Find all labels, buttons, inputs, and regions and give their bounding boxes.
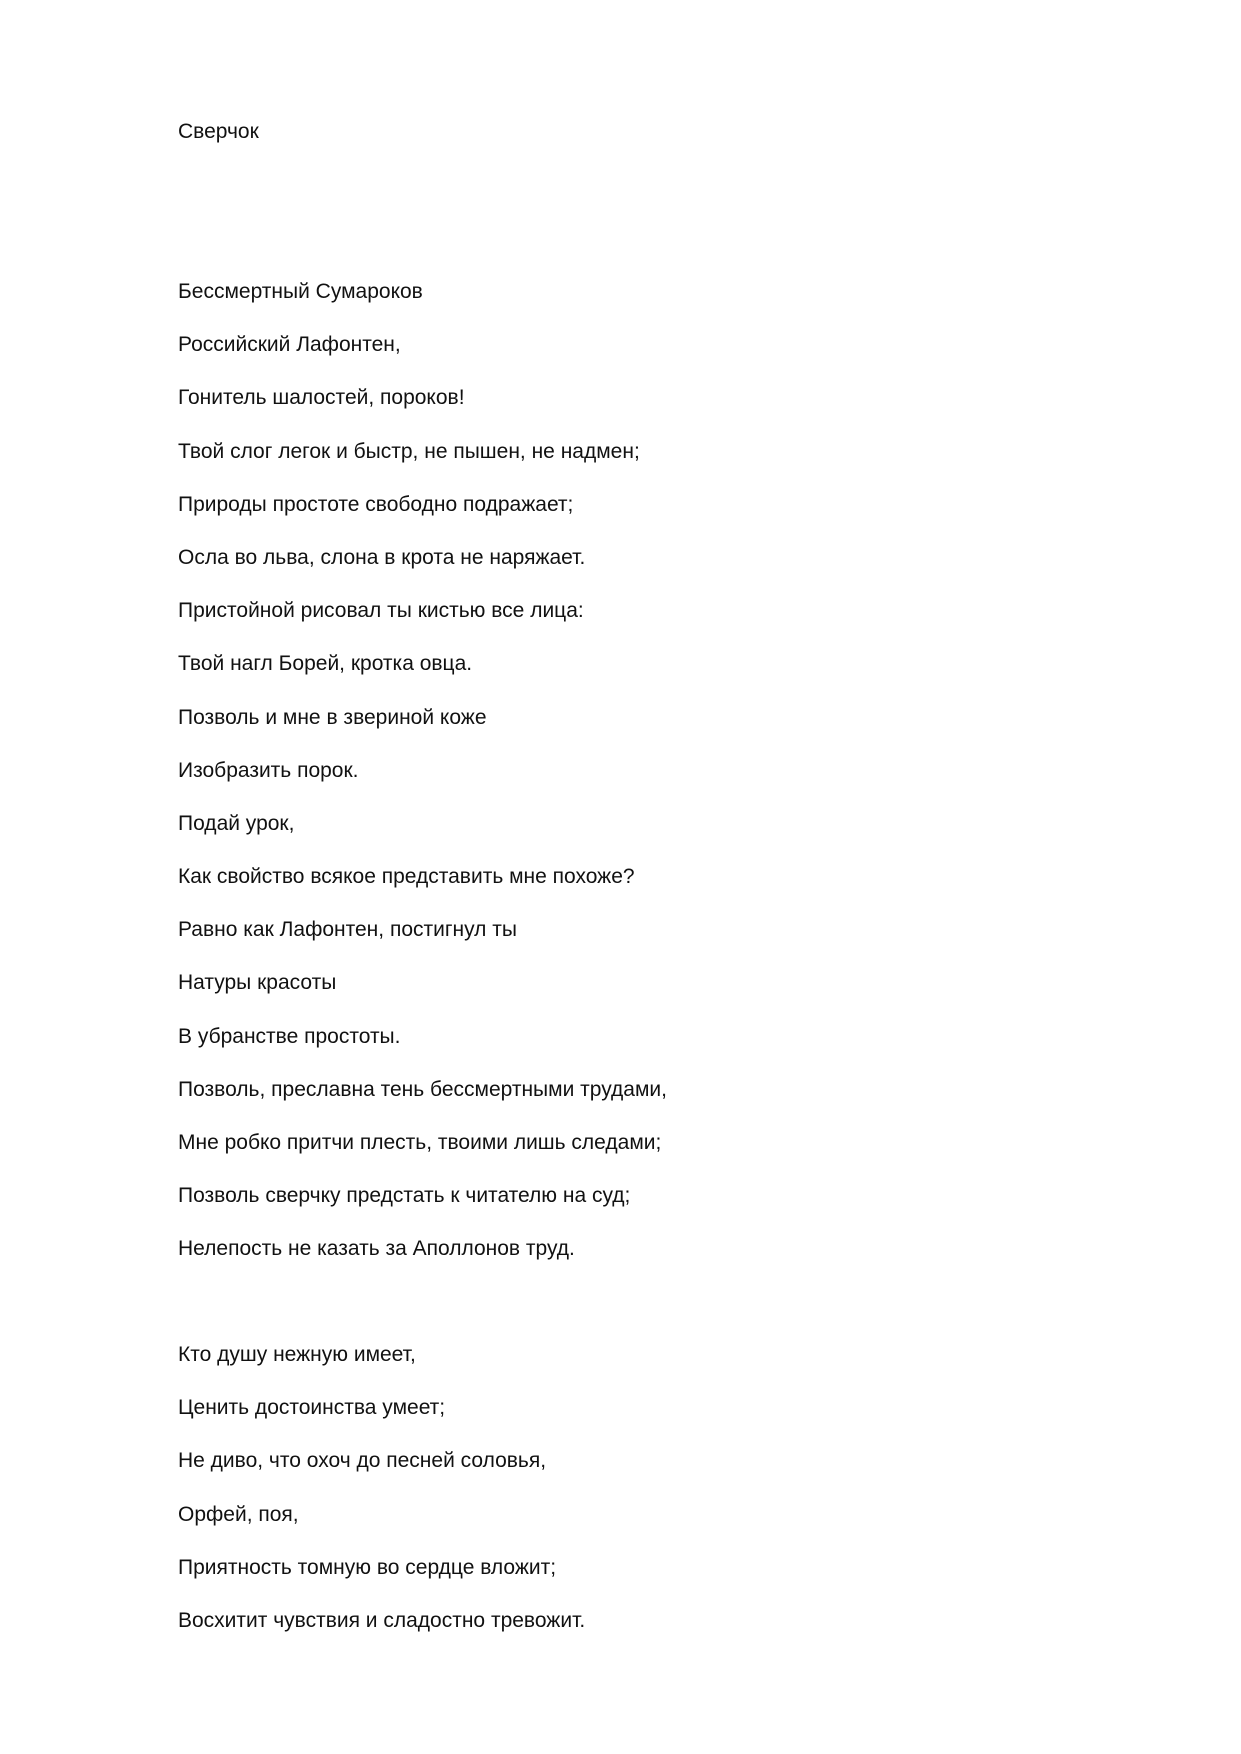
poem-line: Российский Лафонтен, [178, 333, 401, 357]
poem-line: В убранстве простоты. [178, 1024, 401, 1048]
poem-line: Твой слог легок и быстр, не пышен, не надмен; [178, 439, 640, 463]
poem-line: Подай урок, [178, 811, 295, 835]
poem-line: Мне робко притчи плесть, твоими лишь следами; [178, 1131, 662, 1154]
stanza-2 [178, 1341, 585, 1660]
poem-line: Изобразить порок. [178, 758, 359, 782]
poem-line: Твой нагл Борей, кротка овца. [178, 652, 473, 676]
poem-line: Природы простоте свободно подражает; [178, 492, 574, 516]
poem-line: Приятность томную во сердце вложит; [178, 1555, 557, 1579]
poem-line: Нелепость не казать за Аполлонов труд. [178, 1237, 575, 1261]
poem-title: Сверчок [178, 120, 259, 143]
poem-line: Кто душу нежную имеет, [178, 1343, 416, 1366]
poem-line: Позволь, преславна тень бессмертными трудами, [178, 1077, 667, 1101]
poem-line: Бессмертный Сумароков [178, 280, 423, 303]
poem-line: Гонитель шалостей, пороков! [178, 386, 465, 410]
poem-line: Восхитит чувствия и сладостно тревожит. [178, 1608, 586, 1632]
poem-line: Осла во льва, слона в крота не наряжает. [178, 545, 586, 569]
poem-line: Ценить достоинства умеет; [178, 1396, 446, 1420]
poem-line: Позволь сверчку предстать к читателю на суд; [178, 1184, 631, 1208]
stanza-1 [178, 278, 667, 1289]
poem-line: Орфей, поя, [178, 1502, 299, 1526]
poem-line: Натуры красоты [178, 971, 337, 995]
poem-line: Пристойной рисовал ты кистью все лица: [178, 599, 584, 623]
poem-line: Не диво, что охоч до песней соловья, [178, 1449, 547, 1473]
poem-line: Позволь и мне в звериной коже [178, 705, 487, 729]
poem-line: Как свойство всякое представить мне похоже? [178, 865, 635, 889]
poem-line: Равно как Лафонтен, постигнул ты [178, 918, 517, 942]
